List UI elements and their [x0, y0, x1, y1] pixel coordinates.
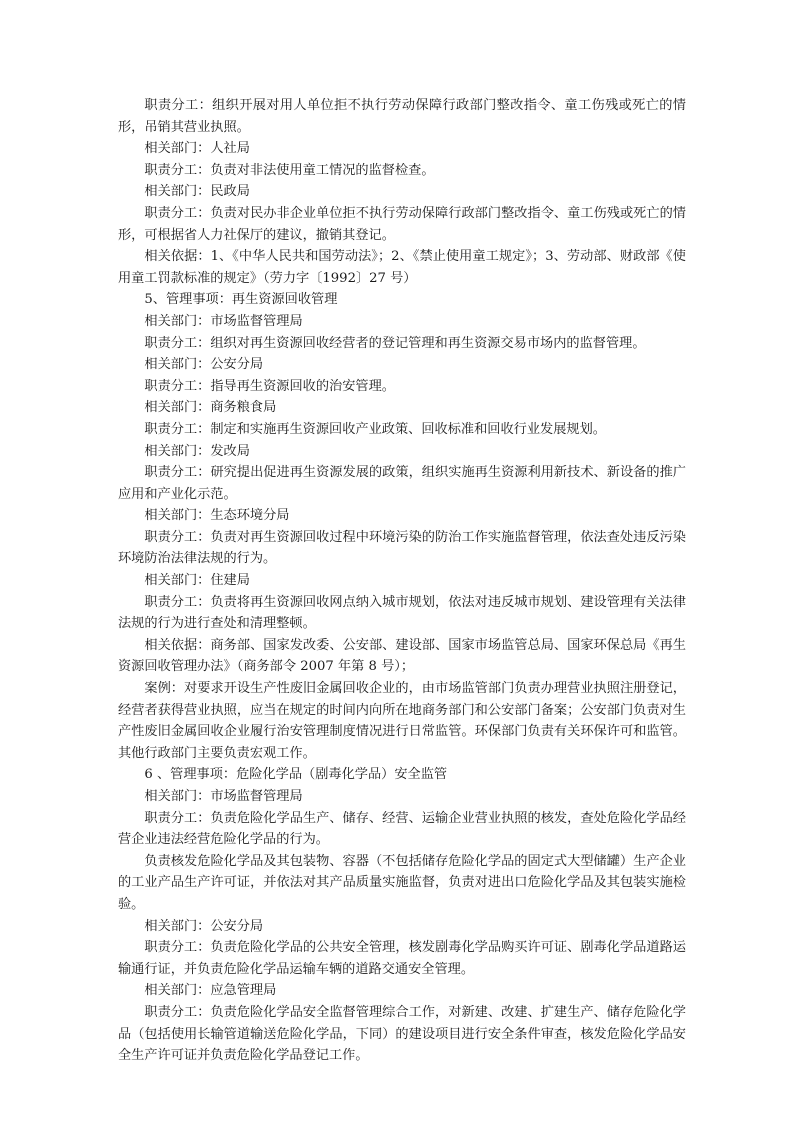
paragraph: 职责分工：制定和实施再生资源回收产业政策、回收标准和回收行业发展规划。 [144, 421, 606, 437]
paragraph: 相关依据：商务部、国家发改委、公安部、建设部、国家市场监管总局、国家环保总局《再生资源回收管理办法》（商务部令 2007 年第 8 号）； [118, 637, 686, 675]
paragraph: 职责分工：负责危险化学品安全监督管理综合工作，对新建、改建、扩建生产、储存危险化学品（包括使用长输管道输送危险化学品，下同）的建设项目进行安全条件审查，核发危险化学品安全生产许可证并负责危险化学品登记工作。 [118, 1004, 686, 1064]
paragraph: 相关部门：市场监督管理局 [144, 313, 303, 329]
document-body [118, 95, 686, 1067]
paragraph: 职责分工：负责对民办非企业单位拒不执行劳动保障行政部门整改指令、童工伤残或死亡的情形，可根据省人力社保厅的建议，撤销其登记。 [118, 205, 686, 243]
paragraph: 相关部门：应急管理局 [144, 983, 277, 999]
paragraph: 相关部门：发改局 [144, 443, 250, 459]
paragraph: 职责分工：组织对再生资源回收经营者的登记管理和再生资源交易市场内的监督管理。 [144, 335, 646, 351]
paragraph: 相关部门：公安分局 [144, 357, 264, 373]
paragraph: 职责分工：指导再生资源回收的治安管理。 [144, 378, 395, 394]
section-heading: 5、管理事项：再生资源回收管理 [144, 292, 338, 308]
paragraph: 相关依据：1、《中华人民共和国劳动法》；2、《禁止使用童工规定》；3、劳动部、财政部《使用童工罚款标准的规定》（劳力字〔1992〕27 号） [118, 249, 686, 286]
paragraph: 相关部门：生态环境分局 [144, 508, 290, 524]
paragraph: 职责分工：研究提出促进再生资源发展的政策，组织实施再生资源利用新技术、新设备的推广应用和产业化示范。 [118, 465, 686, 502]
paragraph: 职责分工：负责将再生资源回收网点纳入城市规划，依法对违反城市规划、建设管理有关法律法规的行为进行查处和清理整顿。 [118, 594, 686, 632]
paragraph: 相关部门：市场监督管理局 [144, 789, 303, 804]
paragraph: 相关部门：商务粮食局 [144, 400, 277, 416]
paragraph: 职责分工：负责对再生资源回收过程中环境污染的防治工作实施监督管理，依法查处违反污染环境防治法律法规的行为。 [118, 529, 686, 567]
paragraph: 案例：对要求开设生产性废旧金属回收企业的，由市场监管部门负责办理营业执照注册登记，经营者获得营业执照，应当在规定的时间内向所在地商务部门和公安部门备案；公安部门负责对生产性废旧金属回收企业履行治安管理制度情况进行日常监管。环保部门负责有关环保许可和监管。其他行政部门主要负责宏观工作。 [118, 681, 686, 761]
paragraph: 职责分工：负责对非法使用童工情况的监督检查。 [144, 162, 435, 178]
paragraph: 相关部门：住建局 [144, 573, 250, 589]
paragraph: 职责分工：负责危险化学品的公共安全管理，核发剧毒化学品购买许可证、剧毒化学品道路运输通行证，并负责危险化学品运输车辆的道路交通安全管理。 [118, 940, 686, 977]
paragraph: 负责核发危险化学品及其包装物、容器（不包括储存危险化学品的固定式大型储罐）生产企业的工业产品生产许可证，并依法对其产品质量实施监督，负责对进出口危险化学品及其包装实施检验。 [118, 853, 686, 912]
section-heading: 6 、管理事项：危险化学品（剧毒化学品）安全监管 [144, 767, 448, 783]
paragraph: 相关部门：民政局 [144, 184, 250, 200]
paragraph: 职责分工：组织开展对用人单位拒不执行劳动保障行政部门整改指令、童工伤残或死亡的情形，吊销其营业执照。 [118, 98, 686, 135]
paragraph: 相关部门：人社局 [144, 141, 250, 157]
paragraph: 职责分工：负责危险化学品生产、储存、经营、运输企业营业执照的核发，查处危险化学品经营企业违法经营危险化学品的行为。 [118, 810, 686, 848]
paragraph: 相关部门：公安分局 [144, 918, 264, 934]
